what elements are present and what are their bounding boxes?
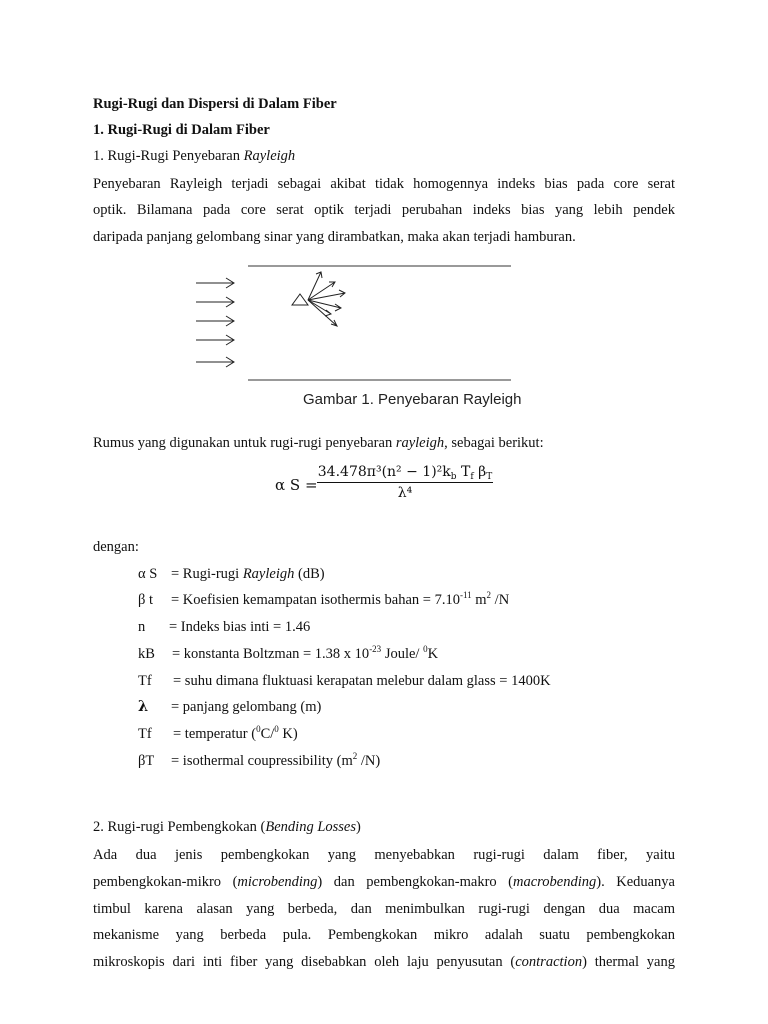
def-symbol: β t xyxy=(138,592,154,608)
formula-fraction xyxy=(317,464,493,501)
rayleigh-scattering-figure xyxy=(190,258,530,386)
def-text: = suhu dimana fluktuasi kerapatan melebur dalam glass = 1400K xyxy=(173,673,551,689)
def-symbol: n xyxy=(138,619,146,635)
paragraph-line-2: optik. Bilamana pada core serat optik terjadi perubahan indeks bias yang lebih pendek xyxy=(93,202,675,218)
def-symbol: Tf xyxy=(138,726,152,742)
def-text: = isothermal coupressibility ($m^2$ /N) xyxy=(171,751,381,769)
formula-numerator: $34.478\pi^3(n^2 - 1)^2k_b$ $T_f$ $\beta_T$ xyxy=(317,464,493,482)
subsection-title-rayleigh: 1. Rugi-Rugi Penyebaran Rayleigh xyxy=(93,148,296,164)
def-symbol: βT xyxy=(138,753,155,769)
paragraph-line-3: daripada panjang gelombang sinar yang dirambatkan, maka akan terjadi hamburan. xyxy=(93,229,576,245)
paragraph2-line-1: Ada dua jenis pembengkokan yang menyebabkan rugi-rugi dalam fiber, yaitu xyxy=(93,847,675,863)
def-symbol: kB xyxy=(138,646,155,662)
def-symbol: Tf xyxy=(138,673,152,689)
section-heading: 1. Rugi-Rugi di Dalam Fiber xyxy=(93,122,270,138)
paragraph-line-1: Penyebaran Rayleigh terjadi sebagai akibat tidak homogennya indeks bias pada core serat xyxy=(93,176,675,192)
def-text: = Koefisien kemampatan isothermis bahan = $7.10^{-11}$ $m^2$ /N xyxy=(171,590,510,608)
figure-caption: Gambar 1. Penyebaran Rayleigh xyxy=(303,391,522,408)
formula-lhs: α S = xyxy=(275,476,318,494)
formula-denominator: λ⁴ xyxy=(397,485,413,501)
def-text: = temperatur ($^0$C/$^0$ K) xyxy=(173,724,298,742)
def-text: = konstanta Boltzman = 1.38 x $10^{-23}$ Joule/ $^0$K xyxy=(172,644,439,662)
paragraph2-line-3: timbul karena alasan yang berbeda, dan menimbulkan rugi-rugi dengan dua macam xyxy=(93,901,675,917)
def-symbol: λ xyxy=(138,698,149,715)
paragraph2-line-2: pembengkokan-mikro (microbending) dan pembengkokan-makro (macrobending). Keduanya xyxy=(93,874,675,890)
paragraph2-line-5: mikroskopis dari inti fiber yang disebabkan oleh laju penyusutan (contraction) thermal yang xyxy=(93,954,675,970)
dengan-label: dengan: xyxy=(93,539,139,555)
def-text: = Rugi-rugi Rayleigh (dB) xyxy=(171,566,325,582)
def-text: = Indeks bias inti = 1.46 xyxy=(169,619,311,635)
paragraph2-line-4: mekanisme yang berbeda pula. Pembengkokan mikro adalah suatu pembengkokan xyxy=(93,927,675,943)
formula-intro: Rumus yang digunakan untuk rugi-rugi penyebaran rayleigh, sebagai berikut: xyxy=(93,435,544,451)
def-text: = panjang gelombang (m) xyxy=(171,699,322,715)
def-symbol: α S xyxy=(138,566,158,582)
subsection-title-bending: 2. Rugi-rugi Pembengkokan (Bending Losses) xyxy=(93,819,361,835)
document-title: Rugi-Rugi dan Dispersi di Dalam Fiber xyxy=(93,96,337,112)
